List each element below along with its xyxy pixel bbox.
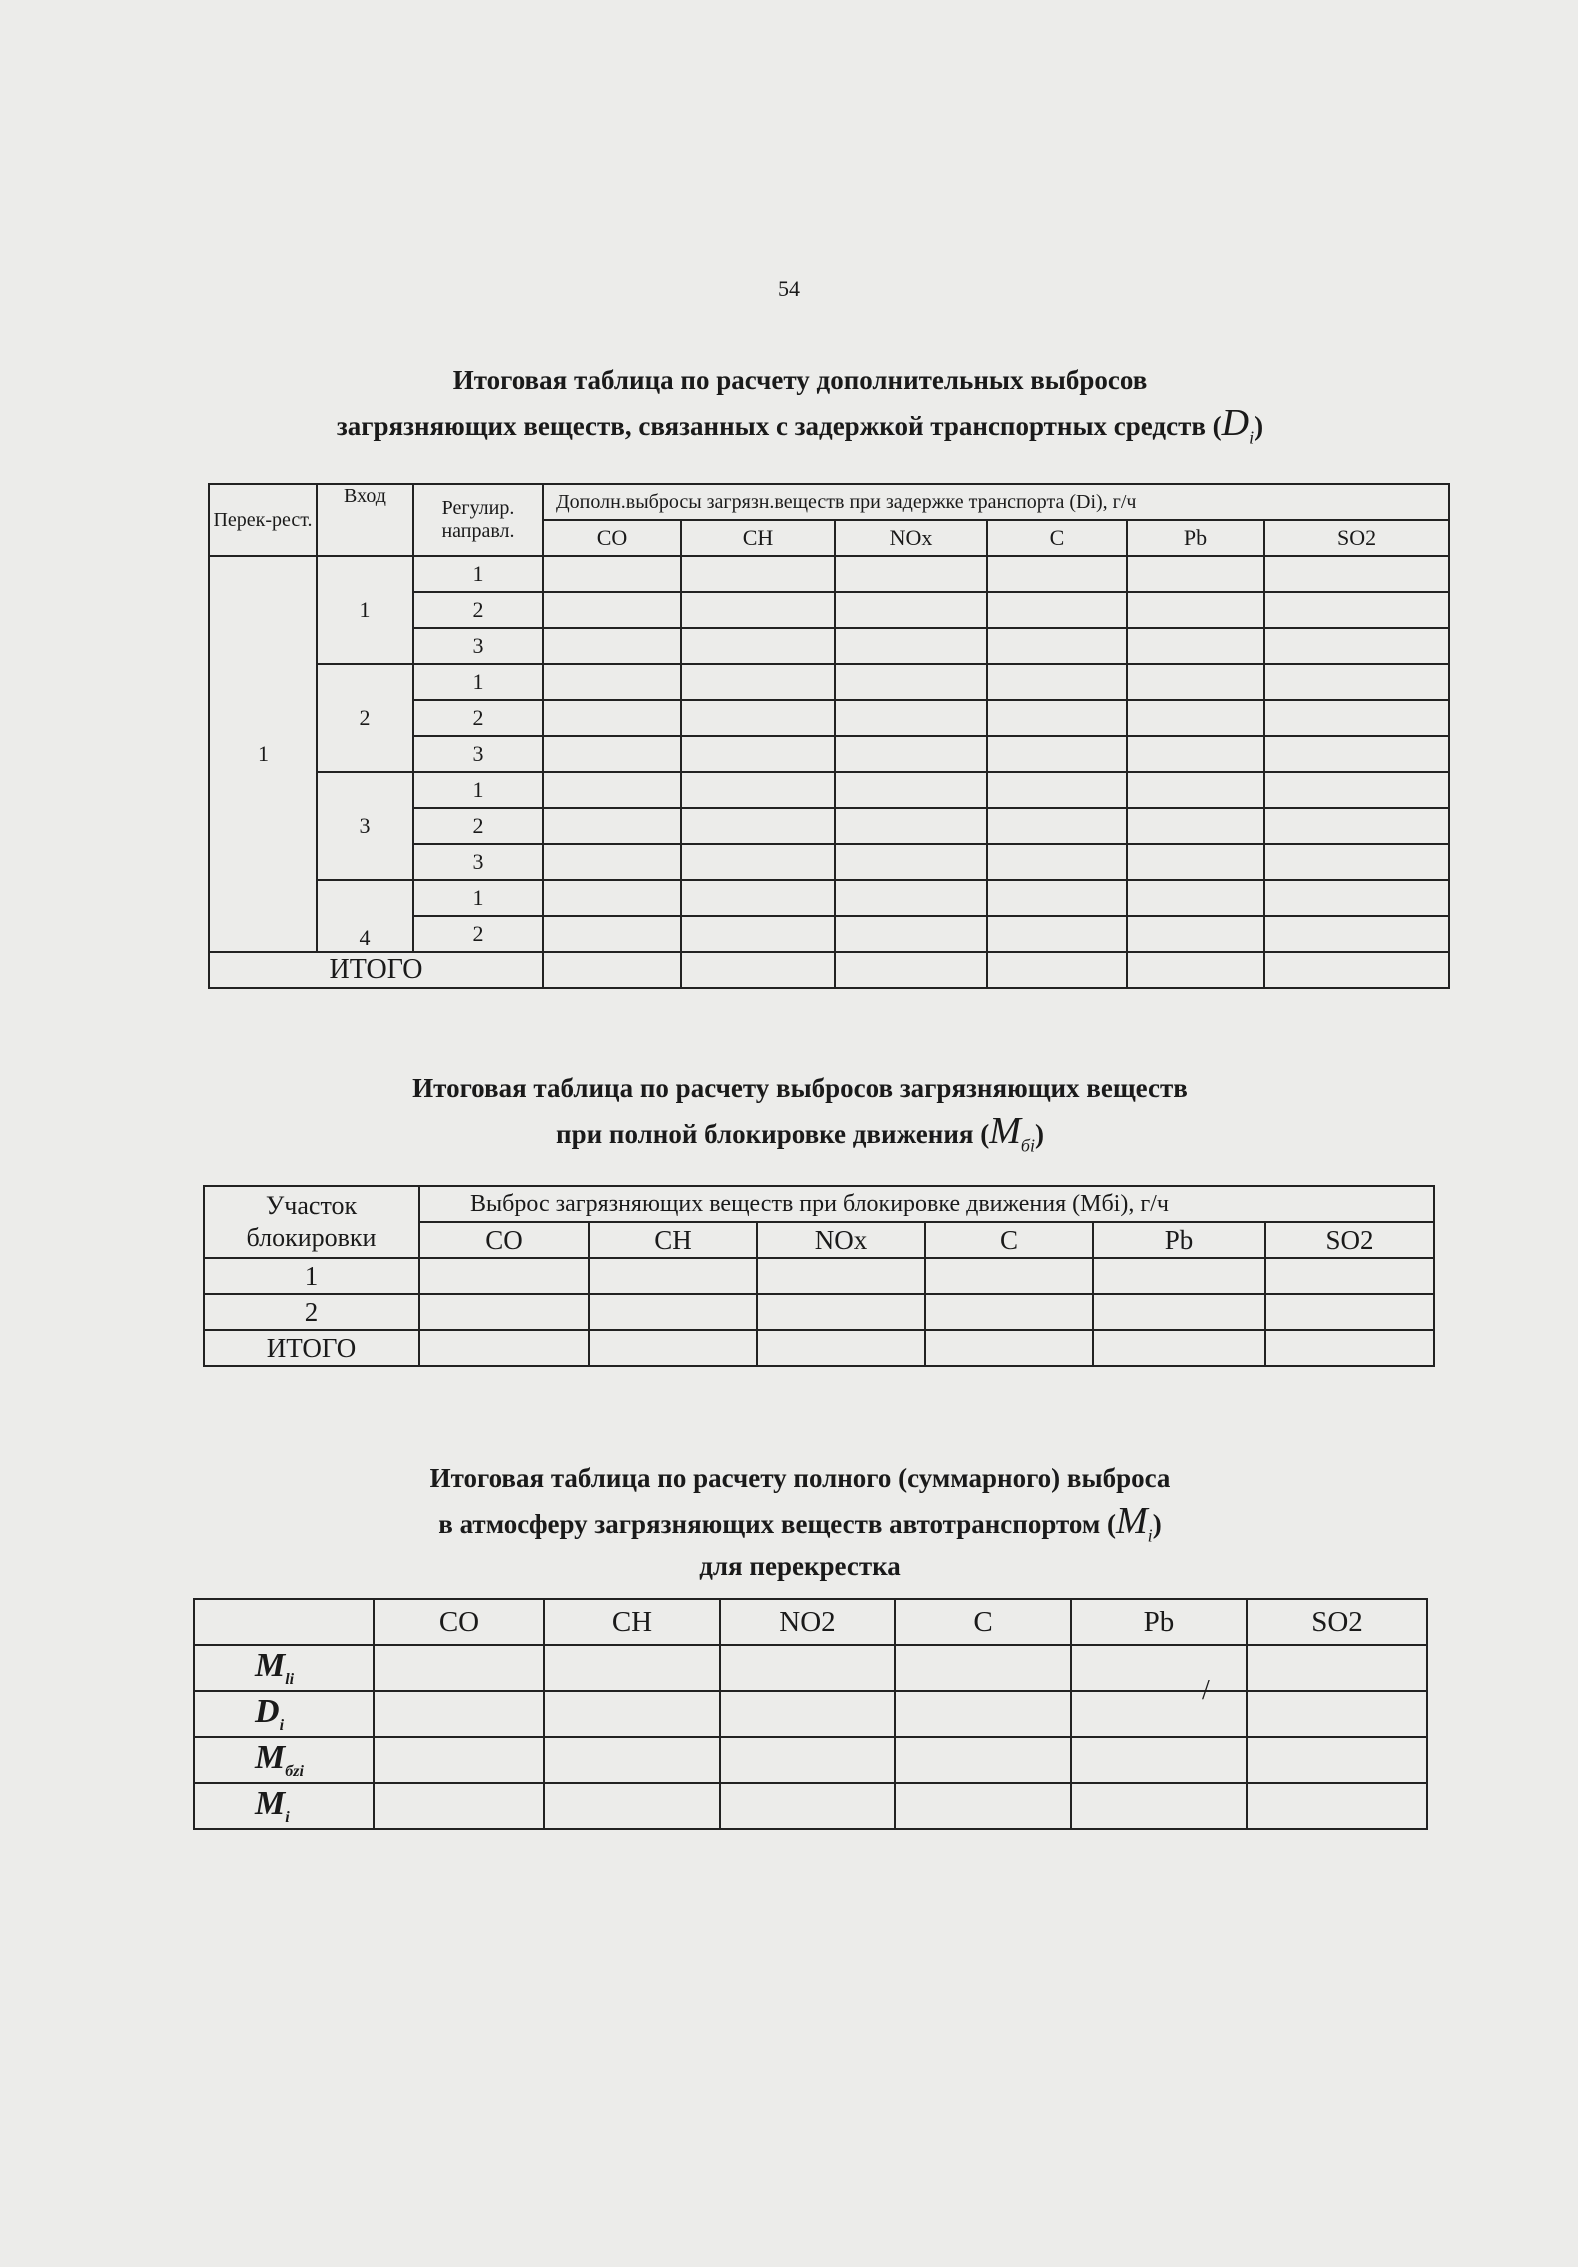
direction-cell: 2 [413,808,543,844]
table2-title-text: при полной блокировке движения ( [556,1119,990,1150]
value-cell[interactable] [835,736,987,772]
value-cell[interactable] [1071,1691,1247,1737]
value-cell[interactable] [925,1294,1093,1330]
value-cell[interactable] [1264,808,1449,844]
header-empty-corner [194,1599,374,1645]
row-symbol [194,1645,374,1691]
header-pollutant-ch: CH [589,1222,757,1258]
direction-cell: 1 [413,556,543,592]
value-cell[interactable] [1127,916,1264,952]
table3-title-text: в атмосферу загрязняющих веществ автотранспортом ( [438,1509,1117,1540]
intersection-cell: 1 [209,556,317,952]
value-cell[interactable] [1265,1294,1434,1330]
table2-title-line2 [180,1106,1420,1158]
value-cell[interactable] [1265,1330,1434,1366]
table3-title-line2 [180,1496,1420,1548]
value-cell[interactable] [987,772,1127,808]
table3-symbol-sub: i [1147,1526,1153,1547]
row-symbol-letter: M [255,1739,286,1777]
table-row [204,1258,1434,1294]
value-cell[interactable] [681,556,835,592]
header-pollutant-no2: NO2 [720,1599,895,1645]
direction-cell: 1 [413,664,543,700]
value-cell[interactable] [544,1645,720,1691]
row-symbol [194,1783,374,1829]
table3-title-end: ) [1152,1509,1162,1540]
header-pollutant-pb: Pb [1071,1599,1247,1645]
table-row [194,1691,1427,1737]
table2-symbol-letter: M [989,1110,1021,1153]
value-cell[interactable] [835,880,987,916]
value-cell[interactable] [835,808,987,844]
value-cell[interactable] [757,1330,925,1366]
value-cell[interactable] [544,1691,720,1737]
value-cell[interactable] [835,916,987,952]
value-cell[interactable] [544,1737,720,1783]
value-cell[interactable] [543,700,681,736]
table1-symbol-sub: i [1249,428,1255,449]
value-cell[interactable] [1127,880,1264,916]
value-cell[interactable] [681,844,835,880]
value-cell[interactable] [374,1645,544,1691]
value-cell[interactable] [720,1737,895,1783]
value-cell[interactable] [895,1645,1071,1691]
header-additional-emissions: Дополн.выбросы загрязн.веществ при задержке транспорта (Di), г/ч [543,484,1449,520]
value-cell[interactable] [1247,1737,1427,1783]
value-cell[interactable] [543,628,681,664]
value-cell[interactable] [1264,700,1449,736]
header-blocking-section: Участок блокировки [204,1186,419,1258]
table2-title [180,1070,1420,1158]
value-cell[interactable] [1264,628,1449,664]
value-cell[interactable] [987,844,1127,880]
header-pollutant-ch: CH [681,520,835,556]
table3-title-line3: для перекрестка [699,1551,901,1582]
value-cell[interactable] [987,808,1127,844]
table2-title-symbol [989,1110,1035,1157]
value-cell[interactable] [757,1294,925,1330]
value-cell[interactable] [374,1737,544,1783]
value-cell[interactable] [835,556,987,592]
direction-cell: 1 [413,772,543,808]
entry-cell: 3 [317,772,413,880]
value-cell[interactable] [895,1783,1071,1829]
row-symbol-letter: M [255,1647,286,1685]
value-cell[interactable] [835,700,987,736]
value-cell[interactable] [1247,1691,1427,1737]
table1-additional-emissions [208,483,1450,989]
value-cell[interactable] [681,808,835,844]
value-cell[interactable] [589,1258,757,1294]
table1-title-end: ) [1254,411,1264,442]
value-cell[interactable] [543,736,681,772]
value-cell[interactable] [1127,556,1264,592]
table1-title-text: загрязняющих веществ, связанных с задержкой транспортных средств ( [336,411,1222,442]
section-cell: 1 [204,1258,419,1294]
value-cell[interactable] [1247,1645,1427,1691]
value-cell[interactable] [681,592,835,628]
value-cell[interactable] [543,556,681,592]
value-cell[interactable] [544,1783,720,1829]
total-row [204,1330,1434,1366]
value-cell[interactable] [1127,736,1264,772]
value-cell[interactable] [1264,952,1449,988]
value-cell[interactable] [987,556,1127,592]
header-pollutant-ch: CH [544,1599,720,1645]
value-cell[interactable] [835,772,987,808]
table1-title-symbol [1221,402,1255,449]
header-entry: Вход [317,484,413,556]
value-cell[interactable] [681,772,835,808]
table2-symbol-sub: бi [1020,1136,1035,1157]
value-cell[interactable] [543,592,681,628]
value-cell[interactable] [1071,1783,1247,1829]
header-pollutant-c: C [895,1599,1071,1645]
value-cell[interactable] [681,736,835,772]
direction-cell: 2 [413,916,543,952]
value-cell[interactable] [895,1691,1071,1737]
value-cell[interactable] [589,1330,757,1366]
header-pollutant-pb: Pb [1127,520,1264,556]
value-cell[interactable] [1264,592,1449,628]
value-cell[interactable] [1093,1294,1265,1330]
header-pollutant-so2: SO2 [1264,520,1449,556]
value-cell[interactable] [543,952,681,988]
value-cell[interactable] [1264,844,1449,880]
value-cell[interactable] [835,592,987,628]
value-cell[interactable] [835,844,987,880]
value-cell[interactable] [987,916,1127,952]
table-row [204,1294,1434,1330]
value-cell[interactable] [757,1258,925,1294]
value-cell[interactable] [1127,664,1264,700]
value-cell[interactable] [681,700,835,736]
value-cell[interactable] [543,664,681,700]
value-cell[interactable] [1127,844,1264,880]
value-cell[interactable] [987,952,1127,988]
table3-total-emissions [193,1598,1428,1830]
entry-cell: 2 [317,664,413,772]
value-cell[interactable] [835,952,987,988]
total-row [209,952,1449,988]
table-row [194,1645,1427,1691]
entry-cell: 4 [317,880,413,952]
value-cell[interactable] [1093,1330,1265,1366]
row-symbol [194,1737,374,1783]
row-symbol-sub: бzi [285,1762,304,1780]
table-row [209,664,1449,700]
table3-title-line1: Итоговая таблица по расчету полного (суммарного) выброса [429,1463,1171,1493]
header-pollutant-co: CO [374,1599,544,1645]
header-pollutant-c: C [987,520,1127,556]
value-cell[interactable] [543,916,681,952]
table-row [194,1783,1427,1829]
value-cell[interactable] [1264,772,1449,808]
value-cell[interactable] [374,1691,544,1737]
value-cell[interactable] [925,1330,1093,1366]
value-cell[interactable] [589,1294,757,1330]
value-cell[interactable] [987,736,1127,772]
table3-title-symbol [1116,1500,1153,1547]
table-row [194,1737,1427,1783]
direction-cell: 2 [413,700,543,736]
value-cell[interactable] [895,1737,1071,1783]
header-pollutant-co: CO [419,1222,589,1258]
value-cell[interactable] [419,1258,589,1294]
table1-symbol-letter: D [1221,402,1250,445]
value-cell[interactable] [1071,1645,1247,1691]
table1-title-line2 [180,398,1420,450]
table3-title [180,1460,1420,1585]
value-cell[interactable] [1264,664,1449,700]
page-number: 54 [778,276,800,301]
value-cell[interactable] [543,808,681,844]
header-direction: Регулир. направл. [413,484,543,556]
total-label: ИТОГО [209,952,543,988]
header-pollutant-nox: NOx [757,1222,925,1258]
row-symbol-letter: D [255,1693,280,1731]
value-cell[interactable] [925,1258,1093,1294]
table1-title [180,362,1420,450]
value-cell[interactable] [987,628,1127,664]
value-cell[interactable] [1264,880,1449,916]
direction-cell: 3 [413,736,543,772]
table-row [209,772,1449,808]
row-symbol-sub: li [285,1670,295,1688]
value-cell[interactable] [374,1783,544,1829]
entry-cell: 1 [317,556,413,664]
row-symbol-sub: i [285,1808,290,1826]
value-cell[interactable] [1127,628,1264,664]
header-intersection: Перек-рест. [209,484,317,556]
table2-title-end: ) [1034,1119,1044,1150]
value-cell[interactable] [720,1691,895,1737]
value-cell[interactable] [720,1645,895,1691]
value-cell[interactable] [1127,592,1264,628]
value-cell[interactable] [987,664,1127,700]
header-pollutant-co: CO [543,520,681,556]
row-symbol-letter: M [255,1785,286,1823]
value-cell[interactable] [1264,556,1449,592]
value-cell[interactable] [987,700,1127,736]
value-cell[interactable] [1127,700,1264,736]
header-pollutant-so2: SO2 [1265,1222,1434,1258]
table2-blocking-emissions [203,1185,1435,1367]
value-cell[interactable] [987,880,1127,916]
value-cell[interactable] [1247,1783,1427,1829]
total-label: ИТОГО [204,1330,419,1366]
value-cell[interactable] [1071,1737,1247,1783]
value-cell[interactable] [543,772,681,808]
value-cell[interactable] [1127,808,1264,844]
direction-cell: 3 [413,844,543,880]
value-cell[interactable] [543,880,681,916]
table3-symbol-letter: M [1116,1500,1148,1543]
header-blocking-emissions: Выброс загрязняющих веществ при блокировке движения (Mбi), г/ч [419,1186,1434,1222]
header-pollutant-c: C [925,1222,1093,1258]
value-cell[interactable] [681,880,835,916]
table-row [209,556,1449,592]
direction-cell: 2 [413,592,543,628]
value-cell[interactable] [720,1783,895,1829]
value-cell[interactable] [419,1294,589,1330]
value-cell[interactable] [681,628,835,664]
value-cell[interactable] [1264,736,1449,772]
value-cell[interactable] [835,664,987,700]
value-cell[interactable] [1127,952,1264,988]
value-cell[interactable] [1264,916,1449,952]
value-cell[interactable] [1127,772,1264,808]
table-row [209,880,1449,916]
value-cell[interactable] [681,916,835,952]
value-cell[interactable] [987,592,1127,628]
value-cell[interactable] [835,628,987,664]
table1-title-line1: Итоговая таблица по расчету дополнительных выбросов [452,365,1148,395]
header-pollutant-pb: Pb [1093,1222,1265,1258]
direction-cell: 3 [413,628,543,664]
header-pollutant-nox: NOx [835,520,987,556]
value-cell[interactable] [681,664,835,700]
value-cell[interactable] [1093,1258,1265,1294]
section-cell: 2 [204,1294,419,1330]
value-cell[interactable] [543,844,681,880]
value-cell[interactable] [681,952,835,988]
value-cell[interactable] [419,1330,589,1366]
handwritten-mark: / [1202,1675,1210,1706]
row-symbol [194,1691,374,1737]
table2-title-line1: Итоговая таблица по расчету выбросов загрязняющих веществ [412,1073,1188,1103]
direction-cell: 1 [413,880,543,916]
row-symbol-sub: i [279,1716,285,1734]
header-pollutant-so2: SO2 [1247,1599,1427,1645]
value-cell[interactable] [1265,1258,1434,1294]
